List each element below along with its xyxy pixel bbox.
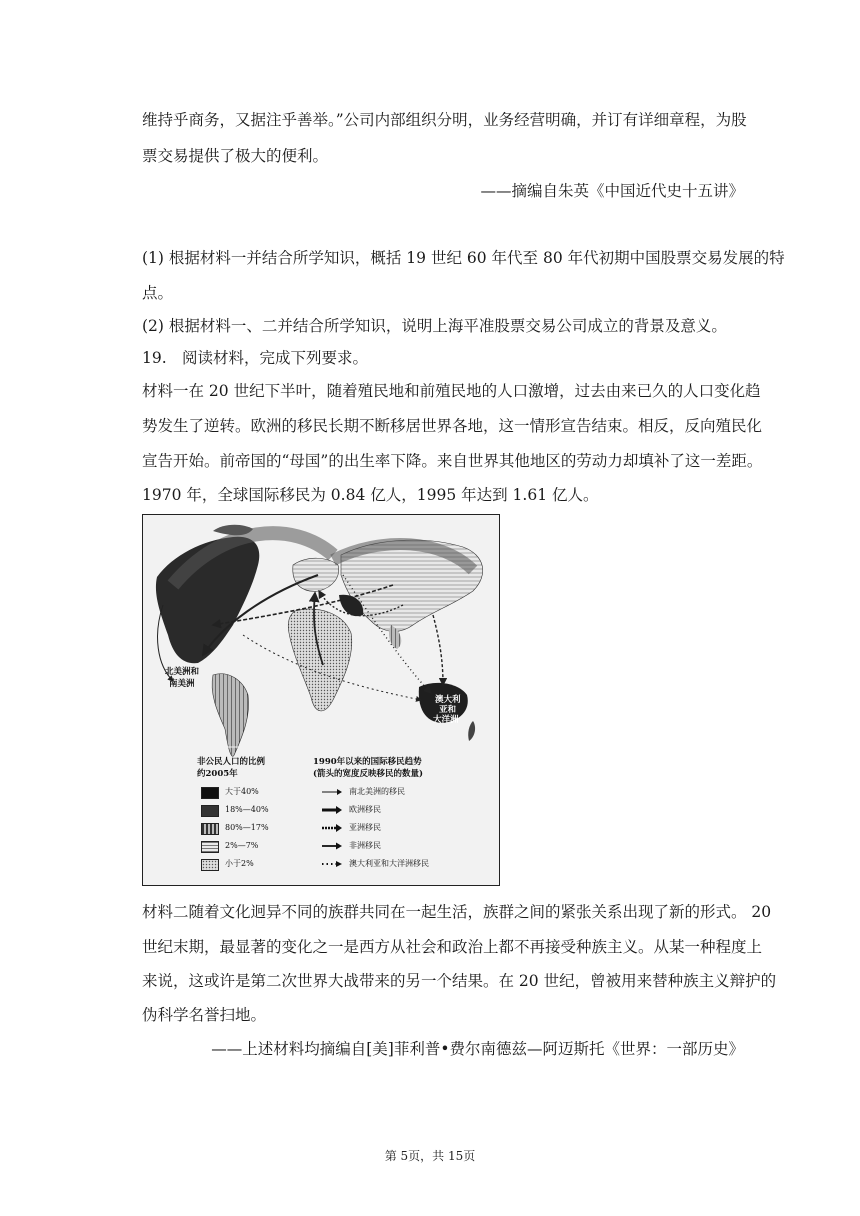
page-footer: 第 5页，共 15页: [384, 1149, 476, 1163]
legend-left-item: 18%—40%: [225, 805, 269, 814]
legend-left-subtitle: 约2005年: [197, 769, 238, 779]
material1-line: 材料一在 20 世纪下半叶，随着殖民地和前殖民地的人口激增，过去由来已久的人口变化趋: [142, 382, 761, 400]
question-prompt: 阅读材料，完成下列要求。: [182, 349, 369, 367]
legend-swatch-8-17: [201, 823, 219, 835]
legend-right-item: 亚洲移民: [349, 823, 381, 832]
material1-line: 1970 年，全球国际移民为 0.84 亿人，1995 年达到 1.61 亿人。: [142, 486, 599, 504]
map-label-oceania-2: 亚和: [439, 705, 457, 715]
legend-right-subtitle: (箭头的宽度反映移民的数量): [313, 769, 424, 779]
question-19-header: [142, 348, 368, 368]
legend-left-item: 大于40%: [225, 787, 259, 796]
material2-line: 伪科学名誉扫地。: [142, 1006, 267, 1024]
legend-arrow-americas: [321, 786, 343, 798]
legend-right-item: 澳大利亚和大洋洲移民: [349, 859, 429, 868]
migration-map-figure: [142, 514, 500, 886]
question-number: 19.: [142, 349, 167, 367]
legend-right-item: 非洲移民: [349, 841, 381, 850]
source-citation: ——上述材料均摘编自[美]菲利普•费尔南德兹—阿迈斯托《世界：一部历史》: [211, 1040, 744, 1058]
legend-arrow-europe: [321, 804, 343, 816]
south-america-shape: [212, 674, 249, 757]
question-18-1: (1) 根据材料一并结合所学知识，概括 19 世纪 60 年代至 80 年代初期中国股票交易发展的特: [142, 249, 785, 267]
material1-line: 宣告开始。前帝国的“母国”的出生率下降。来自世界其他地区的劳动力却填补了这一差距。: [142, 452, 763, 470]
europe-shape: [293, 558, 339, 591]
legend-swatch-lt2: [201, 859, 219, 871]
legend-right-title: 1990年以来的国际移民趋势: [313, 757, 422, 767]
material2-line: 材料二随着文化迥异不同的族群共同在一起生活，族群之间的紧张关系出现了新的形式。 20: [142, 903, 772, 921]
legend-left-item: 2%—7%: [225, 841, 259, 850]
legend-arrow-africa: [321, 840, 343, 852]
legend-swatch-gt40: [201, 787, 219, 799]
legend-swatch-18-40: [201, 805, 219, 817]
text-line: 票交易提供了极大的便利。: [142, 147, 329, 165]
flow-arrow: [433, 615, 443, 685]
material2-line: 来说，这或许是第二次世界大战带来的另一个结果。在 20 世纪，曾被用来替种族主义辩护的: [142, 972, 777, 990]
legend-arrow-oceania: [321, 858, 343, 870]
legend-swatch-2-7: [201, 841, 219, 853]
legend-right-item: 南北美洲的移民: [349, 787, 405, 796]
text-line: 维持乎商务，又据注乎善举。”公司内部组织分明，业务经营明确，并订有详细章程，为股: [142, 111, 747, 129]
map-label-oceania-1: 澳大利: [435, 695, 461, 705]
map-label-south-america: 南美洲: [169, 679, 195, 689]
legend-left-item: 小于2%: [225, 859, 254, 868]
map-label-north-america: 北美洲和: [165, 667, 200, 677]
legend-left-title: 非公民人口的比例: [197, 757, 266, 767]
legend-right-item: 欧洲移民: [349, 805, 381, 814]
map-label-oceania-3: 大洋洲: [433, 715, 459, 725]
question-18-1-cont: 点。: [142, 284, 174, 302]
africa-shape: [288, 609, 352, 711]
material1-line: 势发生了逆转。欧洲的移民长期不断移居世界各地，这一情形宣告结束。相反，反向殖民化: [142, 417, 763, 435]
question-18-2: (2) 根据材料一、二并结合所学知识，说明上海平准股票交易公司成立的背景及意义。: [142, 317, 727, 335]
legend-arrow-asia: [321, 822, 343, 834]
material2-line: 世纪末期，最显著的变化之一是西方从社会和政治上都不再接受种族主义。从某一种程度上: [142, 938, 763, 956]
source-citation: ——摘编自朱英《中国近代史十五讲》: [480, 182, 744, 200]
legend-left-item: 80%—17%: [225, 823, 269, 832]
